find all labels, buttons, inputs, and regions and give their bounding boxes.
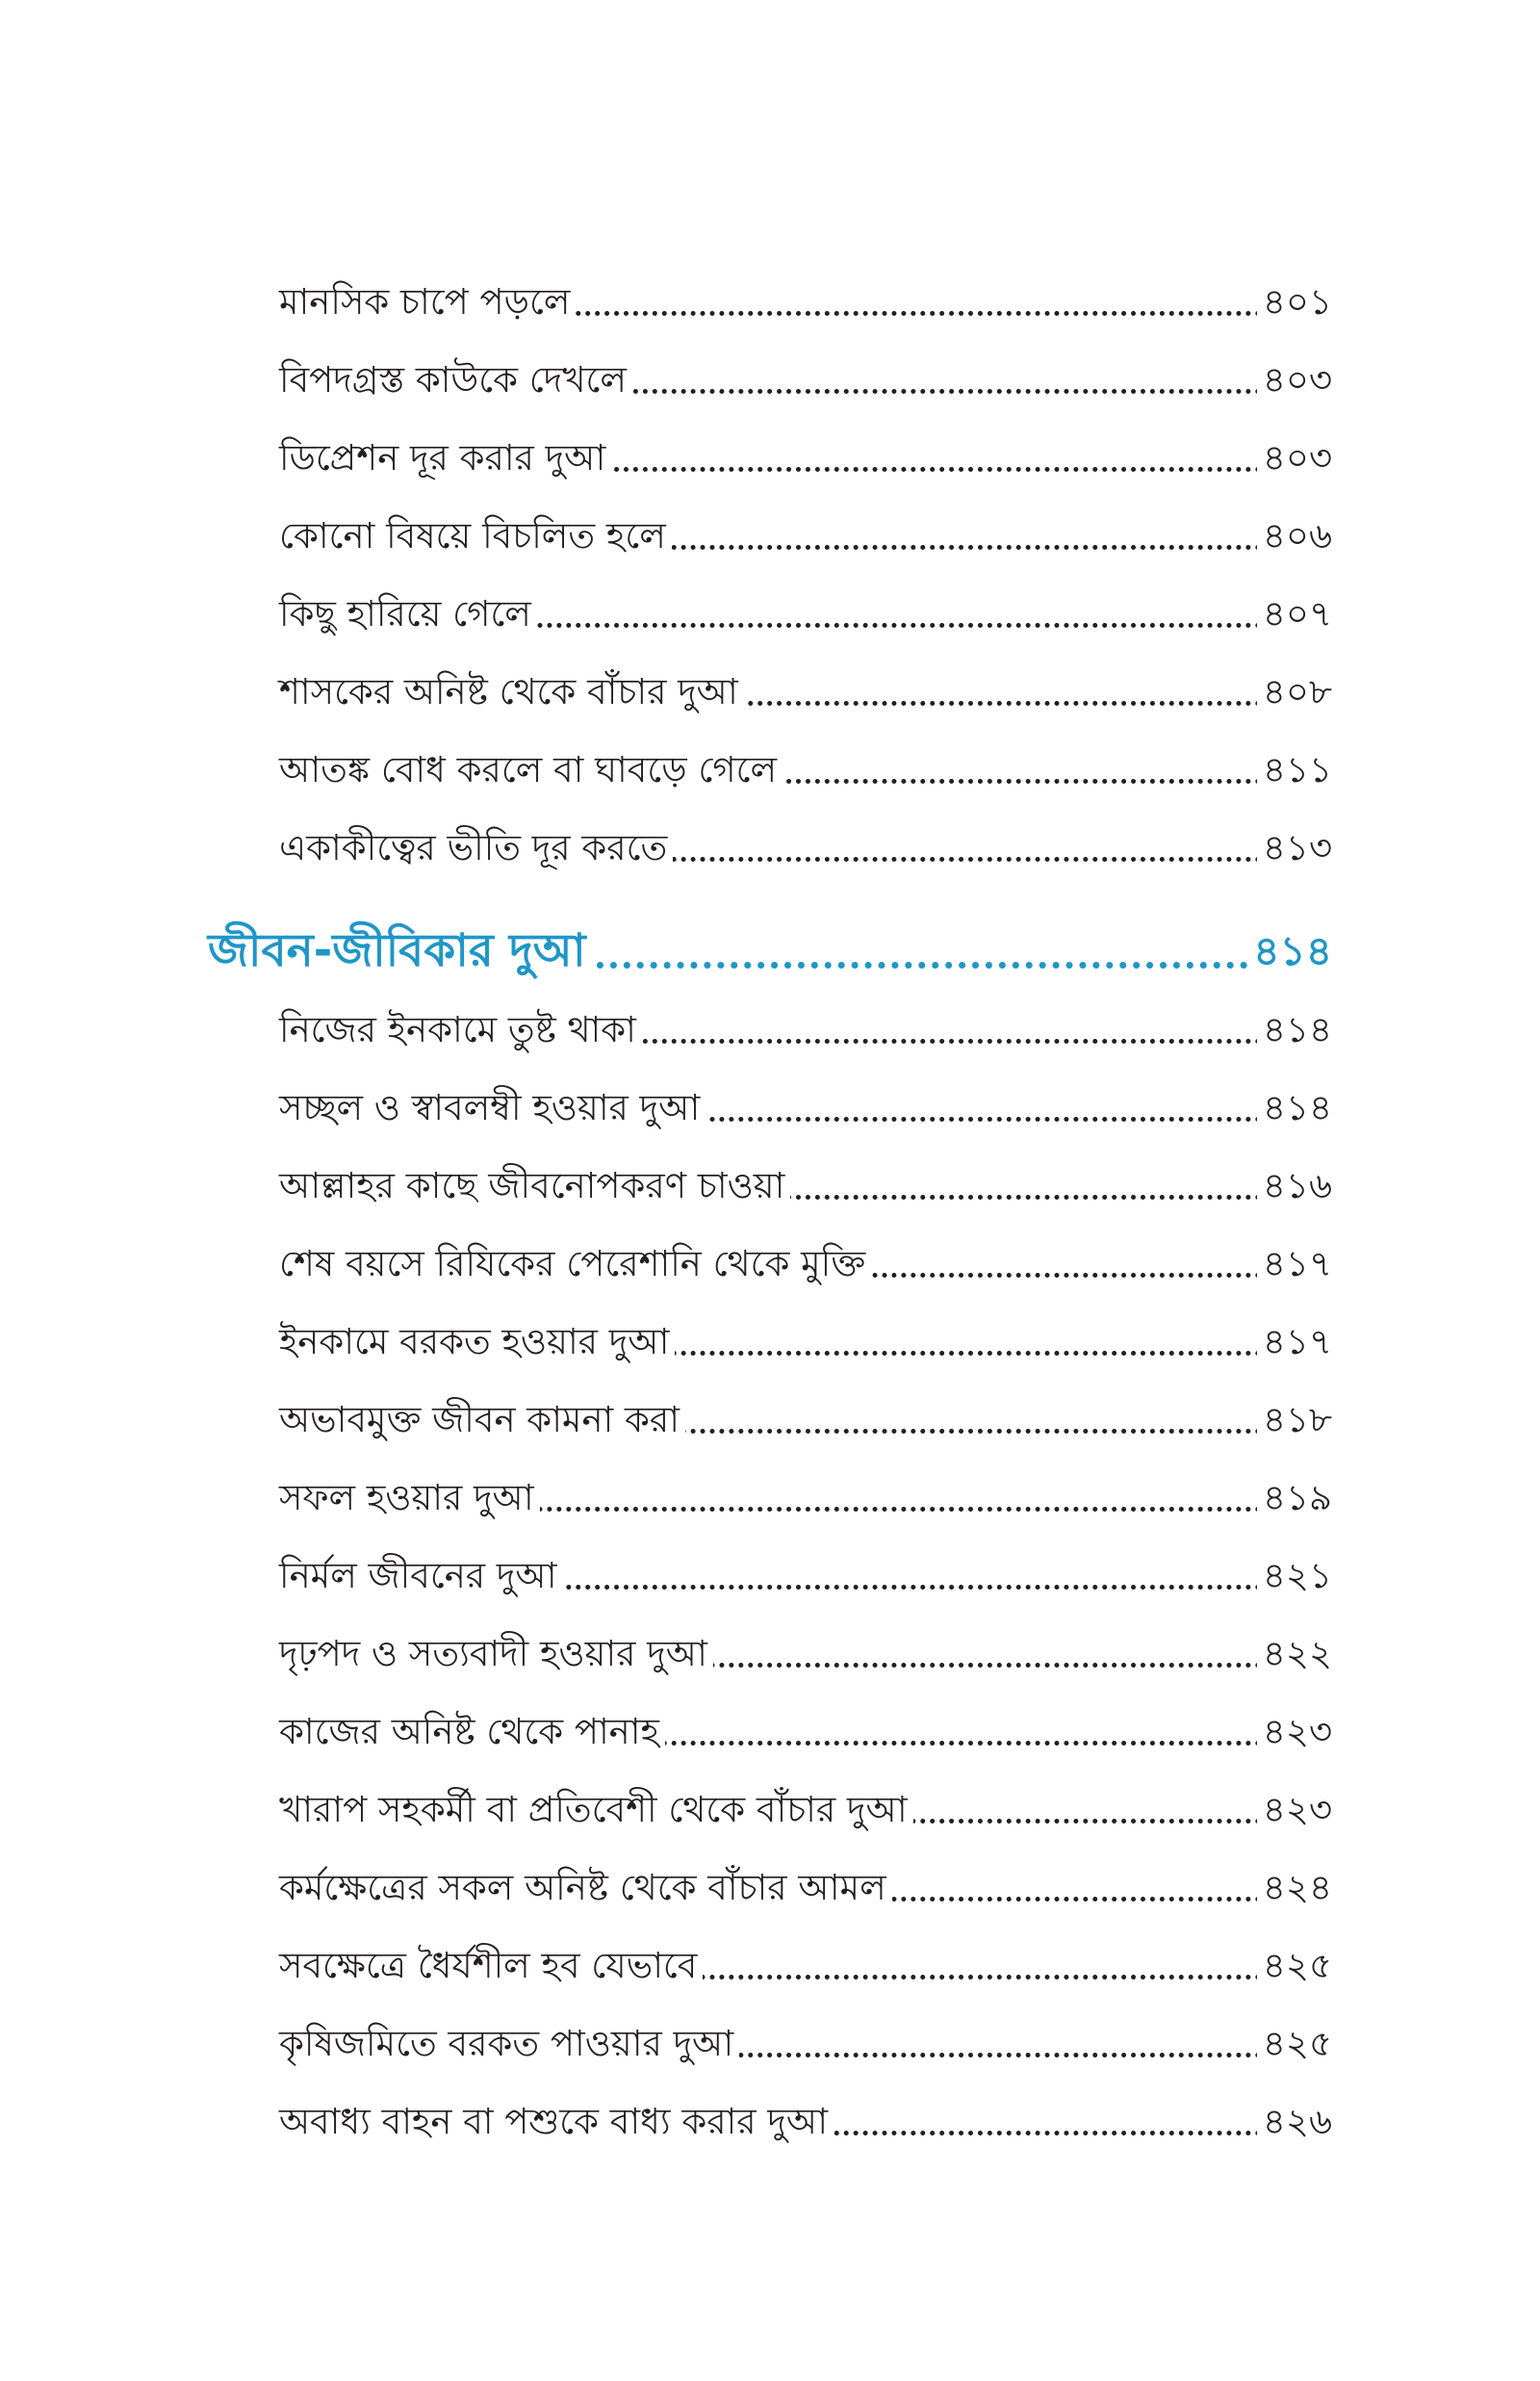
entry-page-number: ৪১৬ — [1257, 1157, 1332, 1215]
entry-title: ডিপ্রেশন দূর করার দুআ — [279, 429, 611, 487]
entry-page-number: ৪১৪ — [1257, 1079, 1332, 1137]
toc-entry[interactable] — [0, 1235, 1540, 1293]
toc-entry[interactable] — [0, 1391, 1540, 1449]
entry-page-number: ৪১১ — [1257, 741, 1332, 799]
toc-entry[interactable] — [0, 1859, 1540, 1917]
entry-title: কোনো বিষয়ে বিচলিত হলে — [279, 507, 672, 565]
entry-page-number: ৪০৭ — [1257, 585, 1332, 643]
entry-title: সচ্ছল ও স্বাবলম্বী হওয়ার দুআ — [279, 1079, 706, 1137]
entry-title: বিপদগ্রস্ত কাউকে দেখলে — [279, 351, 632, 409]
toc-entry[interactable] — [0, 741, 1540, 799]
entry-title: মানসিক চাপে পড়লে — [279, 273, 576, 331]
entry-title: কৃষিজমিতে বরকত পাওয়ার দুআ — [279, 2015, 739, 2073]
entry-title: সবক্ষেত্রে ধৈর্যশীল হব যেভাবে — [279, 1937, 703, 1995]
entry-page-number: ৪২৪ — [1257, 1859, 1332, 1917]
toc-entry[interactable] — [0, 819, 1540, 877]
entry-page-number: ৪২৬ — [1257, 2093, 1332, 2151]
entry-page-number: ৪২৩ — [1257, 1703, 1332, 1761]
entry-page-number: ৪১৮ — [1257, 1391, 1332, 1449]
toc-entry[interactable] — [0, 1079, 1540, 1137]
toc-entry[interactable] — [0, 585, 1540, 643]
toc-entry[interactable] — [0, 1313, 1540, 1371]
toc-entry[interactable] — [0, 273, 1540, 331]
entry-title: দৃঢ়পদ ও সত্যবাদী হওয়ার দুআ — [279, 1625, 713, 1683]
entry-page-number: ৪২৫ — [1257, 2015, 1332, 2073]
entry-title: কিছু হারিয়ে গেলে — [279, 585, 537, 643]
toc-entry[interactable] — [0, 1703, 1540, 1761]
entry-title: আতঙ্ক বোধ করলে বা ঘাবড়ে গেলে — [279, 741, 783, 799]
entry-page-number: ৪০৩ — [1257, 429, 1332, 487]
entry-title: শেষ বয়সে রিযিকের পেরেশানি থেকে মুক্তি — [279, 1235, 871, 1293]
toc-entry[interactable] — [0, 507, 1540, 565]
entry-title: কর্মক্ষেত্রের সকল অনিষ্ট থেকে বাঁচার আমল — [279, 1859, 892, 1917]
entry-title: সফল হওয়ার দুআ — [279, 1469, 540, 1527]
toc-entry[interactable] — [0, 429, 1540, 487]
section-title: জীবন-জীবিকার দুআ — [208, 917, 592, 986]
entry-page-number: ৪০৮ — [1257, 663, 1332, 721]
entry-title: অবাধ্য বাহন বা পশুকে বাধ্য করার দুআ — [279, 2093, 834, 2151]
entry-title: খারাপ সহকর্মী বা প্রতিবেশী থেকে বাঁচার দুআ — [279, 1781, 913, 1839]
entry-page-number: ৪১৯ — [1257, 1469, 1332, 1527]
entry-page-number: ৪০১ — [1257, 273, 1332, 331]
entry-title: আল্লাহর কাছে জীবনোপকরণ চাওয়া — [279, 1157, 790, 1215]
toc-entry[interactable] — [0, 1625, 1540, 1683]
entry-title: শাসকের অনিষ্ট থেকে বাঁচার দুআ — [279, 663, 744, 721]
toc-entry[interactable] — [0, 1001, 1540, 1059]
entry-title: অভাবমুক্ত জীবন কামনা করা — [279, 1391, 685, 1449]
entry-title: নিজের ইনকামে তুষ্ট থাকা — [279, 1001, 642, 1059]
entry-page-number: ৪২৫ — [1257, 1937, 1332, 1995]
entry-title: নির্মল জীবনের দুআ — [279, 1547, 563, 1605]
entry-page-number: ৪০৩ — [1257, 351, 1332, 409]
toc-entry[interactable] — [0, 1157, 1540, 1215]
entry-page-number: ৪২১ — [1257, 1547, 1332, 1605]
toc-entry[interactable] — [0, 351, 1540, 409]
entry-page-number: ৪২৩ — [1257, 1781, 1332, 1839]
toc-entry[interactable] — [0, 1469, 1540, 1527]
toc-entry[interactable] — [0, 663, 1540, 721]
toc-entry[interactable] — [0, 1781, 1540, 1839]
entry-page-number: ৪২২ — [1257, 1625, 1332, 1683]
entry-page-number: ৪১৭ — [1257, 1313, 1332, 1371]
entry-title: একাকীত্বের ভীতি দূর করতে — [279, 819, 673, 877]
entry-title: কাজের অনিষ্ট থেকে পানাহ — [279, 1703, 665, 1761]
entry-page-number: ৪০৬ — [1257, 507, 1332, 565]
toc-entry[interactable] — [0, 2015, 1540, 2073]
entry-page-number: ৪১৩ — [1257, 819, 1332, 877]
entry-title: ইনকামে বরকত হওয়ার দুআ — [279, 1313, 675, 1371]
toc-entry[interactable] — [0, 1937, 1540, 1995]
toc-entry[interactable] — [0, 2093, 1540, 2151]
entry-page-number: ৪১৭ — [1257, 1235, 1332, 1293]
section-page-number: ৪১৪ — [1247, 917, 1332, 986]
entry-page-number: ৪১৪ — [1257, 1001, 1332, 1059]
toc-entry[interactable] — [0, 1547, 1540, 1605]
toc-section-heading[interactable] — [0, 917, 1540, 986]
